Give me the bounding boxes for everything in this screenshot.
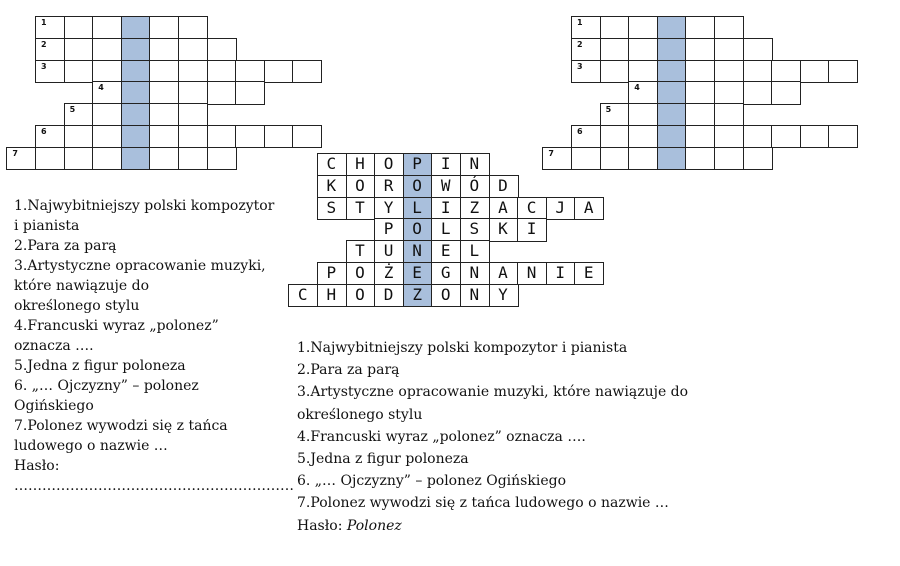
clue-number: 7 — [12, 148, 18, 158]
crossword-cell — [714, 103, 744, 126]
crossword-cell — [828, 60, 858, 83]
crossword-cell-key — [657, 16, 687, 39]
clue-number: 5 — [69, 105, 76, 115]
crossword-cell-key — [657, 81, 687, 104]
clue: określonego stylu — [297, 406, 423, 423]
crossword-cell — [178, 103, 208, 126]
clue: 1.Najwybitniejszy polski kompozytor i pianista — [14, 198, 275, 234]
crossword-cell — [743, 38, 773, 61]
crossword-answer: CHODZONY — [297, 284, 527, 304]
crossword-cell — [685, 103, 715, 126]
blank-worksheet-left — [0, 0, 294, 566]
crossword-cell — [685, 147, 715, 170]
crossword-cell — [92, 60, 122, 83]
crossword-cell — [178, 147, 208, 170]
clue-number: 5 — [605, 105, 612, 115]
crossword-cell — [600, 125, 630, 148]
clue-list — [14, 196, 294, 496]
crossword-cell — [571, 125, 601, 148]
clue: 4.Francuski wyraz „polonez” oznacza …. — [14, 318, 219, 354]
haslo-label: Hasło: — [297, 517, 347, 534]
crossword-cell — [178, 60, 208, 83]
crossword-cell-key — [657, 38, 687, 61]
crossword-cell — [149, 125, 179, 148]
crossword-cell — [828, 125, 858, 148]
crossword-cell — [207, 125, 237, 148]
clue: 5.Jedna z figur poloneza — [297, 451, 469, 468]
clue-number: 4 — [98, 83, 104, 93]
crossword-cell — [685, 38, 715, 61]
crossword-cell — [628, 16, 658, 39]
crossword-cell — [207, 60, 237, 83]
clue-number: 1 — [577, 18, 583, 27]
crossword-cell — [64, 16, 94, 39]
crossword-cell-key — [657, 60, 687, 83]
crossword-cell — [743, 60, 773, 83]
crossword-cell — [685, 81, 715, 104]
crossword-cell — [64, 103, 94, 126]
crossword-cell — [628, 125, 658, 148]
crossword-cell — [571, 60, 601, 83]
crossword-answer: STYLIZACJA — [326, 197, 613, 217]
crossword-cell — [571, 38, 601, 61]
crossword-cell — [235, 125, 265, 148]
clue-number: 4 — [634, 83, 640, 93]
crossword-cell — [743, 81, 773, 104]
crossword-cell — [35, 16, 65, 39]
crossword-cell — [92, 103, 122, 126]
clue-list — [297, 337, 688, 537]
crossword-cell-key — [121, 125, 151, 148]
crossword-cell — [149, 81, 179, 104]
crossword-cell — [64, 147, 94, 170]
crossword-cell-key — [657, 147, 687, 170]
crossword-cell — [600, 60, 630, 83]
crossword-cell — [571, 16, 601, 39]
crossword-cell — [35, 125, 65, 148]
crossword-cell — [92, 147, 122, 170]
clue: 2.Para za parą — [297, 362, 400, 379]
crossword-answer: POLSKI — [383, 219, 556, 239]
crossword-cell — [714, 81, 744, 104]
crossword-cell — [628, 103, 658, 126]
clue-number: 1 — [41, 18, 47, 27]
clue-number: 7 — [548, 148, 554, 158]
crossword-cell — [149, 16, 179, 39]
crossword-cell — [178, 16, 208, 39]
clue: 2.Para za parą — [14, 238, 117, 254]
crossword-cell — [685, 16, 715, 39]
crossword-cell — [628, 147, 658, 170]
solved-worksheet — [285, 139, 757, 566]
crossword-cell — [92, 16, 122, 39]
crossword-cell — [35, 38, 65, 61]
crossword-cell — [264, 60, 294, 83]
clue: 6. „… Ojczyzny” – polonez Ogińskiego — [297, 473, 566, 490]
crossword-cell-key — [121, 147, 151, 170]
clue: 7.Polonez wywodzi się z tańca ludowego o nazwie … — [297, 495, 669, 512]
crossword-cell — [571, 147, 601, 170]
clue: 3.Artystyczne opracowanie muzyki, które nawiązuje do — [297, 384, 689, 401]
crossword-cell — [800, 60, 830, 83]
crossword-cell — [685, 60, 715, 83]
crossword-cell — [714, 125, 744, 148]
crossword-cell — [542, 147, 572, 170]
crossword-cell — [714, 16, 744, 39]
crossword-cell — [771, 125, 801, 148]
crossword-answer: TUNEL — [355, 241, 499, 261]
clue-number: 3 — [577, 61, 583, 71]
clue-number: 6 — [41, 127, 47, 136]
crossword-cell — [685, 125, 715, 148]
crossword-cell — [292, 60, 322, 83]
crossword-cell — [292, 125, 322, 148]
crossword-cell — [207, 38, 237, 61]
crossword-answer: CHOPIN — [326, 154, 499, 173]
crossword-cell — [628, 38, 658, 61]
crossword-cell — [178, 81, 208, 104]
crossword-cell-key — [121, 16, 151, 39]
crossword-cell — [6, 147, 36, 170]
crossword-cell — [628, 60, 658, 83]
haslo-answer: Polonez — [346, 517, 402, 534]
clue-number: 3 — [41, 61, 47, 71]
crossword-cell — [207, 81, 237, 104]
crossword-cell — [149, 60, 179, 83]
crossword-cell-key — [121, 103, 151, 126]
crossword-answer: POŻEGNANIE — [326, 263, 613, 282]
crossword-cell-key — [121, 81, 151, 104]
crossword-cell — [600, 16, 630, 39]
clue: określonego stylu — [14, 298, 140, 314]
crossword-cell — [92, 38, 122, 61]
crossword-cell — [743, 125, 773, 148]
crossword-cell — [149, 147, 179, 170]
crossword-cell-key — [121, 60, 151, 83]
clue: 7.Polonez wywodzi się z tańca ludowego o nazwie … — [14, 418, 228, 454]
clue: 3.Artystyczne opracowanie muzyki, które nawiązuje do — [14, 258, 266, 294]
crossword-cell — [92, 81, 122, 104]
crossword-cell — [714, 38, 744, 61]
crossword-cell — [149, 38, 179, 61]
crossword-cell-key — [657, 103, 687, 126]
crossword-cell-key — [121, 38, 151, 61]
clue: 4.Francuski wyraz „polonez” oznacza …. — [297, 428, 586, 445]
crossword-cell — [600, 38, 630, 61]
crossword-cell — [178, 38, 208, 61]
clue: 5.Jedna z figur poloneza — [14, 358, 186, 374]
crossword-cell — [771, 60, 801, 83]
clue: 6. „… Ojczyzny” – polonez Ogińskiego — [14, 378, 199, 414]
crossword-cell — [600, 147, 630, 170]
clue-number: 6 — [577, 127, 583, 136]
crossword-cell — [235, 60, 265, 83]
crossword-cell — [714, 147, 744, 170]
crossword-cell — [178, 125, 208, 148]
crossword-cell — [264, 125, 294, 148]
crossword-cell — [92, 125, 122, 148]
crossword-cell — [714, 60, 744, 83]
haslo-blank: Hasło: …………………………………………………… — [14, 458, 294, 494]
haslo — [297, 515, 688, 537]
crossword-cell — [64, 125, 94, 148]
crossword-cell-key — [657, 125, 687, 148]
crossword-cell — [628, 81, 658, 104]
crossword-cell — [35, 60, 65, 83]
crossword-cell — [600, 103, 630, 126]
crossword-answer: KOROWÓD — [326, 175, 527, 195]
crossword-cell — [771, 81, 801, 104]
clue-number: 2 — [577, 39, 583, 49]
crossword-cell — [64, 38, 94, 61]
crossword-cell — [149, 103, 179, 126]
crossword-cell — [207, 147, 237, 170]
clue-number: 2 — [41, 39, 47, 49]
crossword-cell — [800, 125, 830, 148]
blank-worksheet-right — [536, 0, 900, 180]
crossword-cell — [64, 60, 94, 83]
crossword-cell — [235, 81, 265, 104]
crossword-cell — [743, 147, 773, 170]
clue: 1.Najwybitniejszy polski kompozytor i pianista — [297, 340, 628, 356]
crossword-cell — [35, 147, 65, 170]
